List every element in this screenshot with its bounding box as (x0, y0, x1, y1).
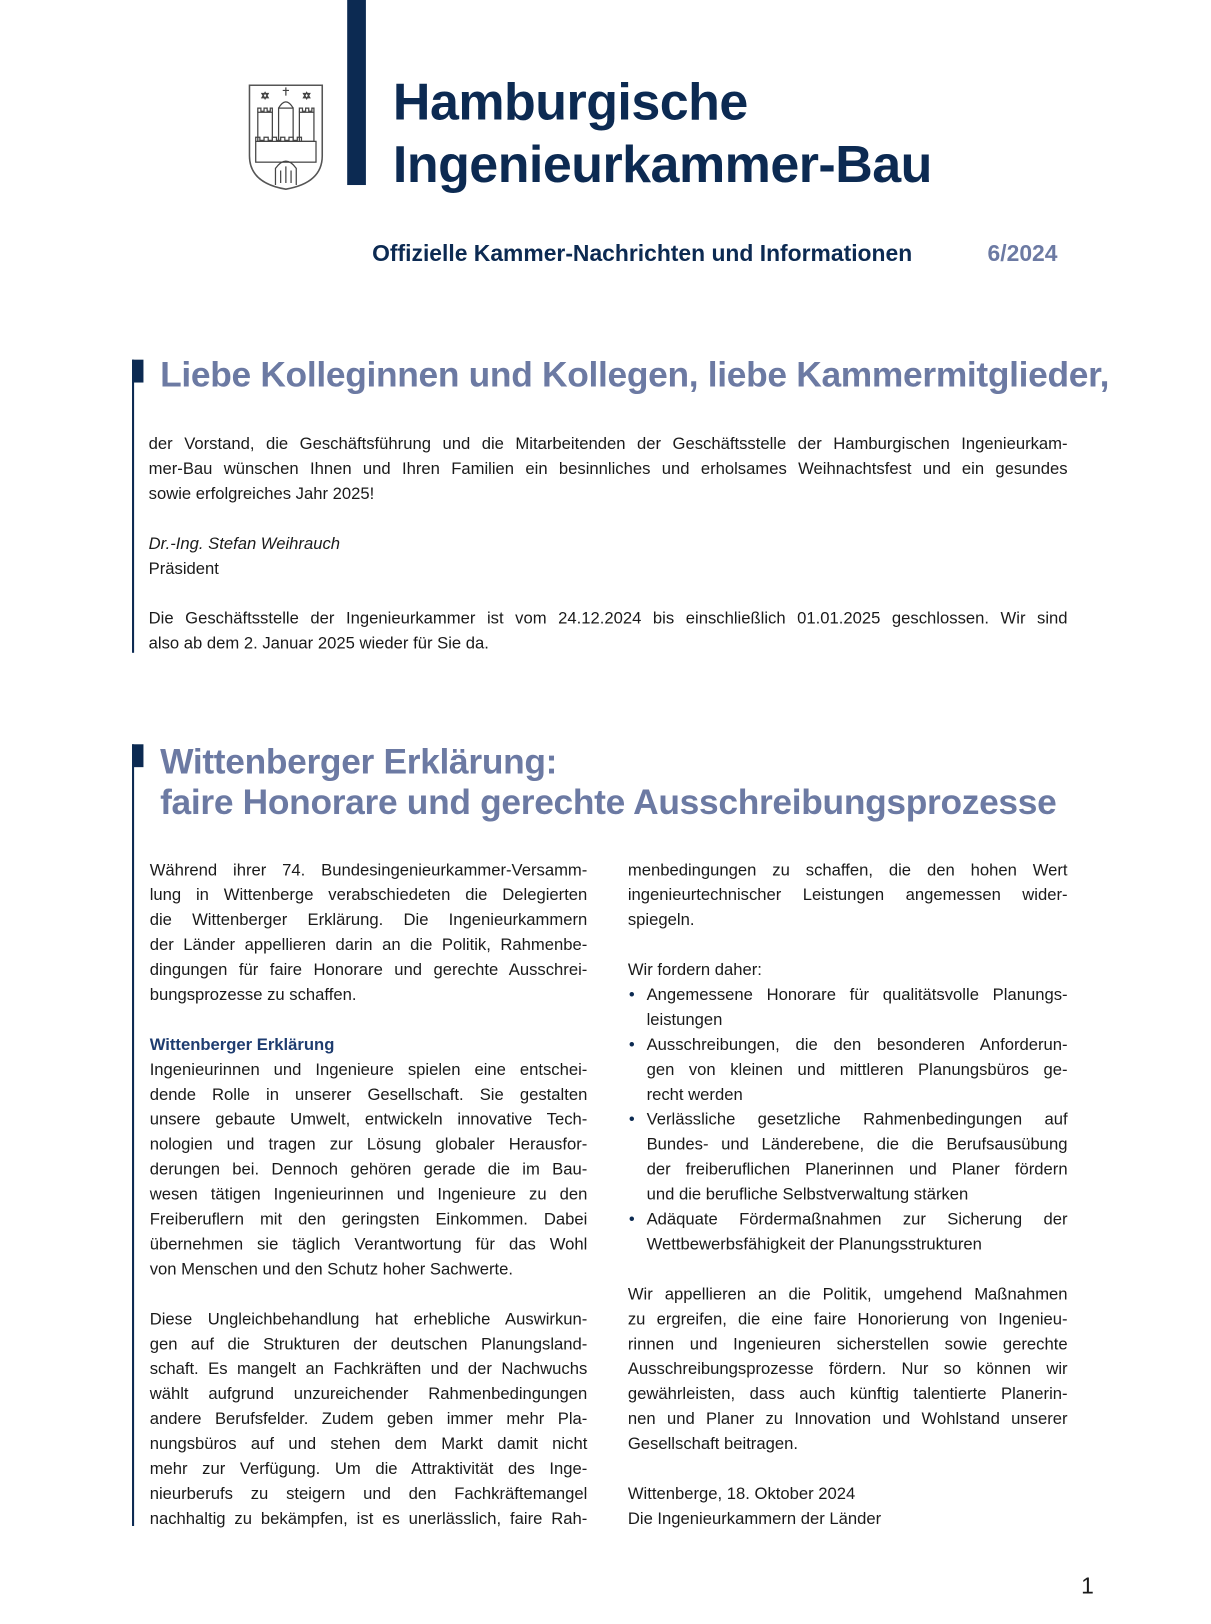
bullet-item (628, 1108, 1068, 1208)
issue-number: 6/2024 (987, 240, 1058, 267)
text-line: lung in Wittenberge verabschiedeten die Delegierten (149, 886, 588, 905)
text-line: Ingenieurinnen und Ingenieure spielen eine entschei- (149, 1061, 588, 1080)
text-line: andere Berufsfelder. Zudem geben immer mehr Pla- (149, 1410, 588, 1429)
bullet-icon: • (628, 1036, 635, 1055)
text-line: übernehmen sie täglich Verantwortung für das Wohl (149, 1235, 588, 1254)
text-line: Dr.-Ing. Stefan Weihrauch (148, 535, 341, 554)
text-line: ingenieurtechnischer Leistungen angemessen wider- (627, 886, 1068, 905)
text-line: Bundes- und Länderebene, die die Berufsausübung (646, 1136, 1068, 1154)
paragraph-gap (628, 1457, 1068, 1482)
text-line: dende Rolle in unserer Gesellschaft. Sie gestalten (149, 1086, 588, 1104)
article-heading-line1: Wittenberger Erklärung: (160, 742, 558, 782)
text-line: menbedingungen zu schaffen, die den hohen Wert (627, 861, 1068, 880)
text-line: Diese Ungleichbehandlung hat erhebliche Auswirkun- (149, 1310, 588, 1329)
text-line: Während ihrer 74. Bundesingenieurkammer-Versamm- (149, 861, 588, 880)
text-line: gen auf die Strukturen der deutschen Planungsland- (149, 1335, 588, 1354)
paragraph-gap (149, 507, 1068, 532)
paragraph-gap (628, 1258, 1068, 1283)
text-line: Wittenberge, 18. Oktober 2024 (627, 1485, 856, 1504)
paragraph-gap (149, 582, 1068, 607)
text-line: also ab dem 2. Januar 2025 wieder für Sie da. (148, 635, 489, 653)
text-line: gewährleisten, dass auch künftig talentierte Planerin- (627, 1385, 1068, 1404)
text-line: die Wittenberger Erklärung. Die Ingenieurkammern (149, 911, 588, 930)
text-line: leistungen (646, 1011, 723, 1030)
text-line: spiegeln. (627, 911, 695, 930)
paragraph-gap (628, 933, 1068, 958)
bullet-item (628, 1208, 1068, 1258)
text-line: Die Geschäftsstelle der Ingenieurkammer ist vom 24.12.2024 bis einschließlich 01.01.2025 geschlossen. Wir sind (148, 610, 1068, 628)
article-left-column (150, 859, 588, 1533)
text-line: von Menschen und den Schutz hoher Sachwerte. (149, 1260, 514, 1279)
paragraph (150, 1308, 588, 1533)
text-line: der freiberuflichen Planerinnen und Planer fördern (646, 1161, 1068, 1179)
masthead-title-line2: Ingenieurkammer-Bau (392, 135, 932, 194)
letter-body (149, 432, 1068, 657)
text-line: bungsprozesse zu schaffen. (149, 986, 357, 1005)
text-line: recht werden (646, 1086, 743, 1104)
text-line: nachhaltig zu bekämpfen, ist es unerlässlich, faire Rah- (149, 1510, 588, 1529)
text-line: der Länder appellieren darin an die Politik, Rahmenbe- (149, 936, 588, 955)
masthead-subtitle: Offizielle Kammer-Nachrichten und Informationen (372, 240, 913, 267)
text-line: wählt aufgrund unzureichender Rahmenbedingungen (149, 1385, 588, 1404)
bullet-item (628, 1033, 1068, 1108)
article-heading-line2: faire Honorare und gerechte Ausschreibungsprozesse (160, 782, 1057, 823)
page-number: 1 (1081, 1572, 1094, 1599)
text-line: wesen tätigen Ingenieurinnen und Ingenieure zu den (149, 1186, 588, 1204)
text-line: mer-Bau wünschen Ihnen und Ihren Familien ein besinnliches und erholsames Weihnachtsfest und ein gesundes (148, 460, 1068, 479)
paragraph (149, 532, 1068, 557)
text-line: Wir appellieren an die Politik, umgehend Maßnahmen (627, 1285, 1068, 1304)
text-line: Gesellschaft beitragen. (627, 1435, 798, 1454)
text-line: Ausschreibungen, die den besonderen Anforderun- (646, 1036, 1068, 1055)
masthead-bar (347, 0, 366, 185)
text-line: nungsbüros auf und stehen dem Markt damit nicht (149, 1435, 588, 1454)
text-line: Freiberuflern mit den geringsten Einkommen. Dabei (149, 1211, 588, 1229)
text-line: der Vorstand, die Geschäftsführung und die Mitarbeitenden der Geschäftsstelle der Hamburgischen Ingenieurkam- (148, 435, 1068, 454)
paragraph (149, 432, 1068, 507)
section-marker (132, 744, 143, 767)
text-line: nen und Planer zu Innovation und Wohlstand unserer (627, 1410, 1068, 1429)
paragraph (628, 1482, 1068, 1507)
text-line: und die berufliche Selbstverwaltung stärken (646, 1186, 969, 1204)
text-line: Wittenberger Erklärung (149, 1036, 335, 1055)
paragraph (628, 1507, 1068, 1532)
section-marker (132, 360, 143, 383)
text-line: Verlässliche gesetzliche Rahmenbedingungen auf (646, 1111, 1068, 1129)
masthead-title-line1: Hamburgische (392, 72, 748, 131)
paragraph (150, 1058, 588, 1283)
text-line: Wir fordern daher: (627, 961, 762, 980)
article-right-column (628, 859, 1068, 1533)
paragraph (628, 958, 1068, 983)
text-line: Adäquate Fördermaßnahmen zur Sicherung der (646, 1211, 1068, 1229)
text-line: dingungen für faire Honorare und gerechte Ausschrei- (149, 961, 588, 980)
text-line: Wettbewerbsfähigkeit der Planungsstrukturen (646, 1235, 982, 1254)
bullet-item (628, 983, 1068, 1033)
text-line: zu ergreifen, die eine faire Honorierung von Ingenieu- (627, 1310, 1068, 1329)
bullet-icon: • (628, 986, 635, 1005)
paragraph (149, 607, 1068, 657)
text-line: gen von kleinen und mittleren Planungsbüros ge- (646, 1061, 1068, 1080)
paragraph (150, 859, 588, 1009)
text-line: schaft. Es mangelt an Fachkräften und der Nachwuchs (149, 1360, 588, 1379)
text-line: nieurberufs zu steigern und den Fachkräftemangel (149, 1485, 588, 1504)
text-line: Die Ingenieurkammern der Länder (627, 1510, 882, 1529)
text-line: sowie erfolgreiches Jahr 2025! (148, 485, 375, 504)
text-line: Angemessene Honorare für qualitätsvolle Planungs- (646, 986, 1068, 1005)
text-line: derungen bei. Dennoch gehören gerade die im Bau- (149, 1161, 588, 1179)
text-line: nologien und tragen zur Lösung globaler Herausfor- (149, 1136, 588, 1154)
hamburg-coat-of-arms-icon (247, 83, 324, 191)
text-line: rinnen und Ingenieuren sicherstellen sowie gerechte (627, 1335, 1068, 1354)
letter-heading: Liebe Kolleginnen und Kollegen, liebe Kammermitglieder, (160, 355, 1110, 396)
text-line: Präsident (148, 560, 219, 578)
paragraph (628, 1283, 1068, 1458)
subheading (150, 1033, 588, 1058)
paragraph-gap (150, 1283, 588, 1308)
paragraph (149, 557, 1068, 582)
section-rule (132, 744, 134, 1526)
bullet-icon: • (628, 1111, 635, 1129)
text-line: unsere gebaute Umwelt, entwickeln innovative Tech- (149, 1111, 588, 1129)
text-line: mehr zur Verfügung. Um die Attraktivität des Inge- (149, 1460, 588, 1479)
bullet-icon: • (628, 1211, 635, 1229)
section-rule (132, 360, 134, 653)
paragraph (628, 859, 1068, 934)
paragraph-gap (150, 1008, 588, 1033)
text-line: Ausschreibungsprozesse fördern. Nur so können wir (627, 1360, 1068, 1379)
